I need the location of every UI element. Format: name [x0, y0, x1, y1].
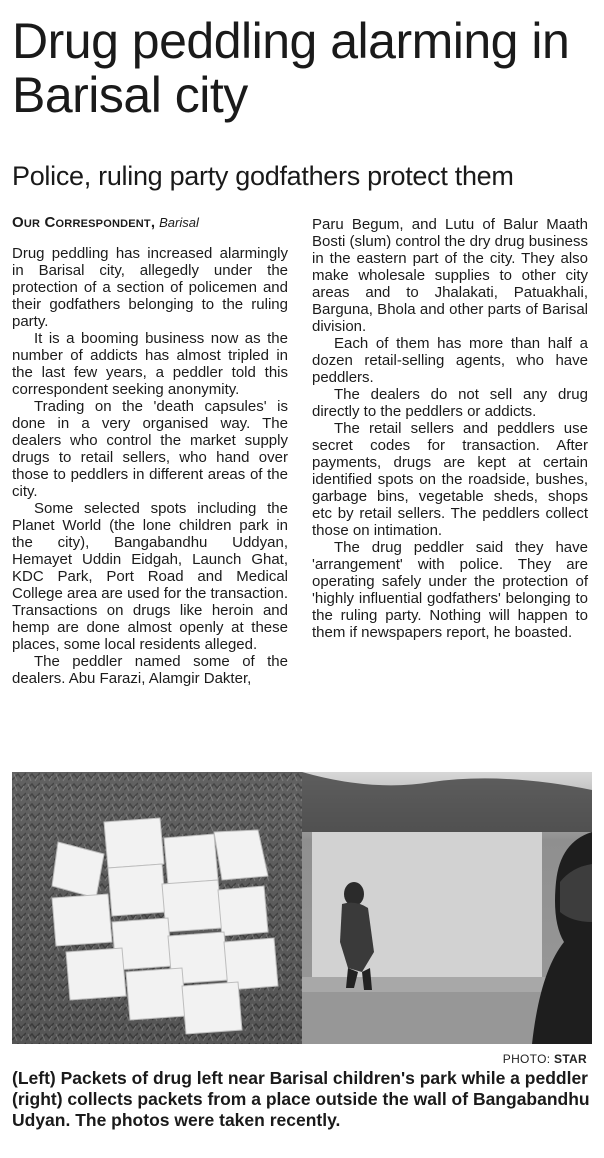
article-paragraph: The dealers do not sell any drug directly to the peddlers or addicts.: [312, 386, 588, 420]
byline-name: Our Correspondent,: [12, 214, 156, 231]
headline: Drug peddling alarming in Barisal city: [12, 13, 570, 123]
article-paragraph: Paru Begum, and Lutu of Balur Maath Bosti (slum) control the dry drug business in the eastern part of the city. They also make wholesale supplies to other city areas and to Jhalakati, Patuakhali, Barguna, Bhola and other parts of Barisal division.: [312, 216, 588, 335]
article-paragraph: The drug peddler said they have 'arrangement' with police. They are operating safely under the protection of 'highly influential godfathers' belonging to the ruling party. Nothing will happen to them if newspapers report, he boasted.: [312, 539, 588, 641]
right-photo-peddler: [302, 772, 592, 1044]
photo-credit-prefix: PHOTO:: [502, 1052, 555, 1066]
subheadline: Police, ruling party godfathers protect them: [12, 161, 514, 191]
article-column-left: [12, 214, 288, 687]
photo-credit: [503, 1052, 587, 1066]
byline: [12, 214, 288, 231]
article-paragraph: The retail sellers and peddlers use secret codes for transaction. After payments, drugs are kept at certain identified spots on the roadside, bushes, garbage bins, vegetable sheds, shops etc by retail sellers. The peddlers collect those on intimation.: [312, 420, 588, 539]
news-photo: [12, 772, 592, 1044]
article-paragraph: Each of them has more than half a dozen retail-selling agents, who have peddlers.: [312, 335, 588, 386]
byline-place: Barisal: [159, 215, 199, 230]
article-paragraph: It is a booming business now as the number of addicts has almost tripled in the last few years, a peddler told this correspondent seeking anonymity.: [12, 330, 288, 398]
article-paragraph: Trading on the 'death capsules' is done in a very organised way. The dealers who control the market supply drugs to retail sellers, who hand over those to peddlers in different areas of the city.: [12, 398, 288, 500]
article-paragraph: Drug peddling has increased alarmingly in Barisal city, allegedly under the protection of a section of policemen and their godfathers belonging to the ruling party.: [12, 245, 288, 330]
article-paragraph: The peddler named some of the dealers. Abu Farazi, Alamgir Dakter,: [12, 653, 288, 687]
article-column-right: [312, 216, 588, 641]
left-photo-packets: [12, 772, 302, 1044]
article-paragraph: Some selected spots including the Planet World (the lone children park in the city), Bangabandhu Uddyan, Hemayet Uddin Eidgah, Launch Ghat, KDC Park, Port Road and Medical College area are used for the transaction. Transactions on drugs like heroin and hemp are done almost openly at these places, some local residents alleged.: [12, 500, 288, 653]
photo-credit-name: STAR: [554, 1052, 587, 1066]
photo-caption: (Left) Packets of drug left near Barisal children's park while a peddler (right) collects packets from a place outside the wall of Bangabandhu Udyan. The photos were taken recently.: [12, 1068, 590, 1130]
